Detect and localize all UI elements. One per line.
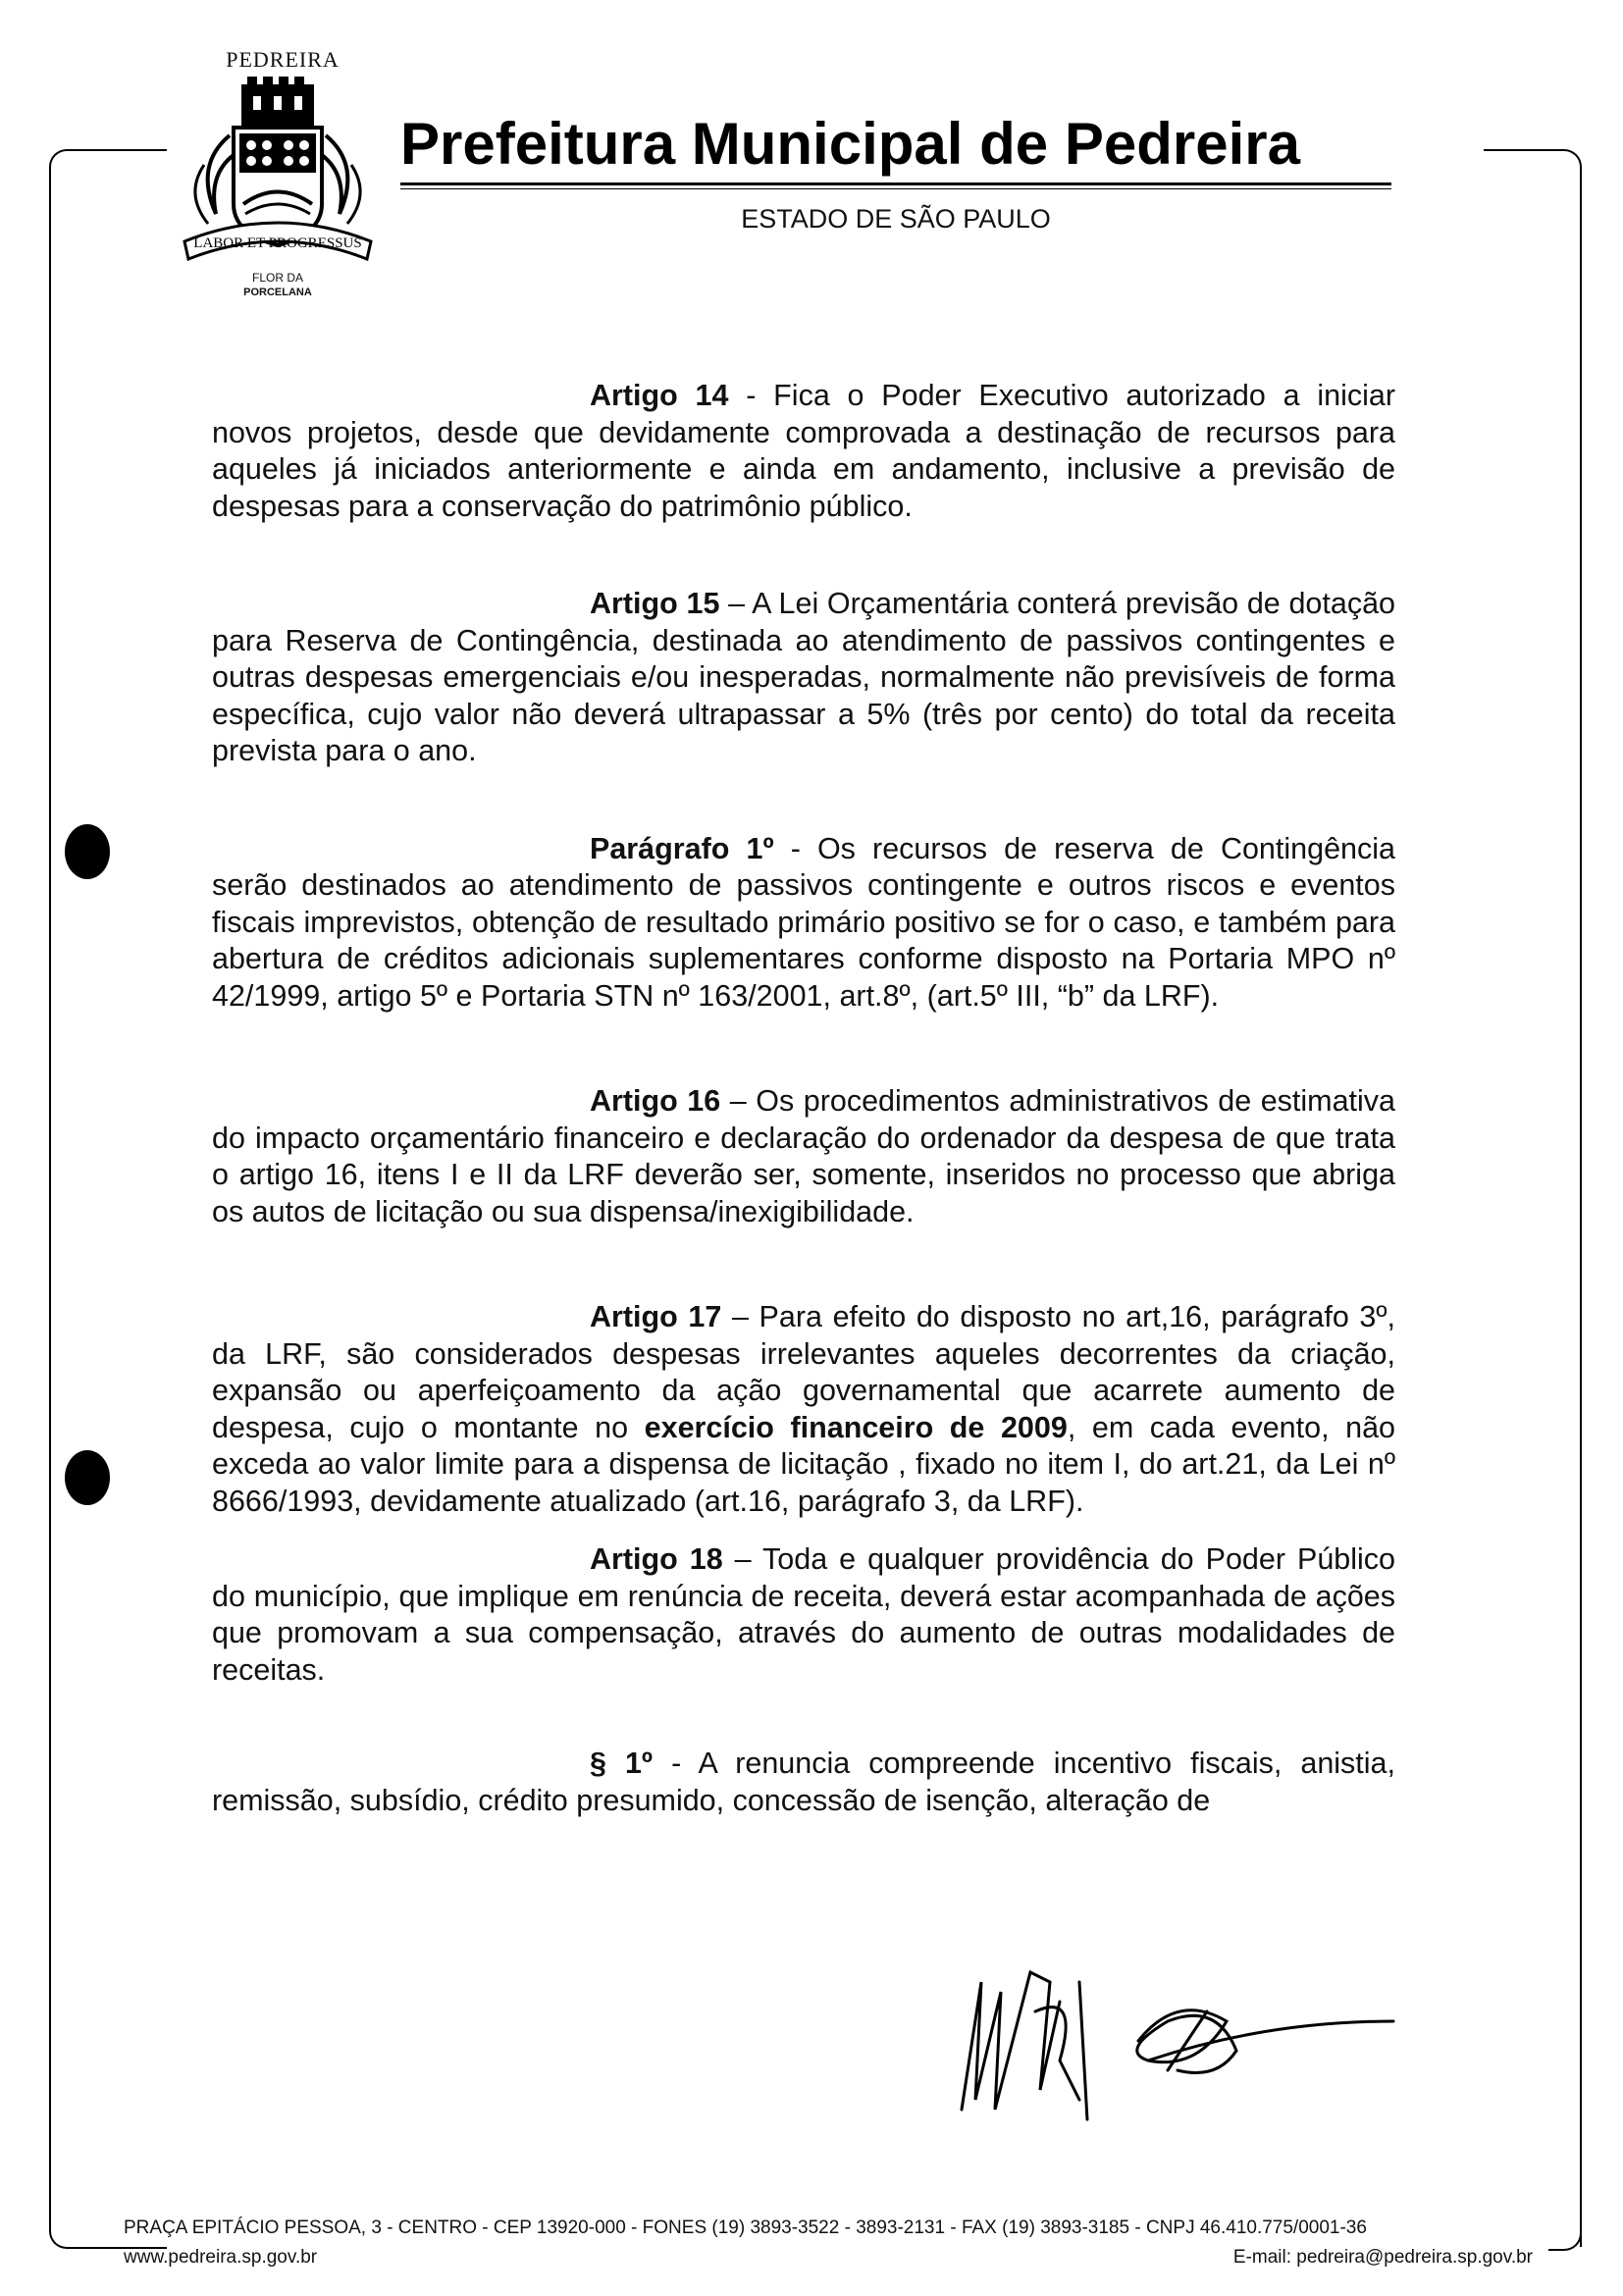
crest-motto: LABOR ET PROGRESSUS: [193, 235, 362, 251]
article-text: – A Lei Orçamentária conterá previsão de dotação para Reserva de Contingência, destinada ao atendimento de passivos contingentes e outras despesas emergenciais e/ou inesperadas, normalmente não previsíveis de forma específica, cujo valor não deverá ultrapassar a 5% (três por cento) do total da receita prevista para o ano.: [212, 587, 1396, 767]
title-underline: [400, 183, 1391, 185]
crest-bottom-line2: PORCELANA: [243, 287, 312, 298]
article-text: – Os procedimentos administrativos de estimativa do impacto orçamentário financeiro e declaração do ordenador da despesa de que trata o artigo 16, itens I e II da LRF deverão ser, somente, inseridos no processo que abriga os autos de licitação ou sua dispensa/inexigibilidade.: [212, 1084, 1395, 1228]
document-body: [212, 378, 1395, 1819]
article-label: Artigo 18: [590, 1542, 723, 1576]
article-text: - Fica o Poder Executivo autorizado a iniciar novos projetos, desde que devidamente comprovada a destinação de recursos para aqueles já iniciados anteriormente e ainda em andamento, inclusive a previsão de despesas para a conservação do patrimônio público.: [212, 379, 1395, 523]
page-frame-left: [49, 149, 167, 2249]
article-text: – Para efeito do disposto no art,16, parágrafo 3º, da LRF, são considerados despesas irrelevantes aqueles decorrentes da criação, expansão ou aperfeiçoamento da ação governamental que acarrete aumento de despesa, cujo o montante no: [212, 1300, 1396, 1444]
handwritten-signatures: [942, 1953, 1413, 2149]
page-frame-right-bottom: [1548, 2227, 1582, 2251]
crest-bottom-line1: FLOR DA: [251, 271, 303, 285]
crest-emblem-icon: [165, 57, 391, 283]
municipal-crest: [165, 47, 391, 302]
article-18: [212, 1541, 1395, 1689]
page-subtitle: ESTADO DE SÃO PAULO: [741, 204, 1051, 234]
paragraph-text: - Os recursos de reserva de Contingência serão destinados ao atendimento de passivos contingente e outros riscos e eventos fiscais imprevistos, obtenção de resultado primário positivo se for o caso, e também para abertura de créditos adicionais suplementares conforme disposto na Portaria MPO nº 42/1999, artigo 5º e Portaria STN nº 163/2001, art.8º, (art.5º III, “b” da LRF).: [212, 831, 1395, 1013]
page-title: Prefeitura Municipal de Pedreira: [400, 111, 1300, 177]
article-label: Artigo 15: [590, 587, 720, 620]
punch-hole: [65, 1450, 110, 1505]
article-label: Artigo 17: [590, 1300, 722, 1333]
page-frame-right-top: [1484, 149, 1582, 188]
article-label: Artigo 16: [590, 1084, 721, 1118]
article-text: – Toda e qualquer providência do Poder Público do município, que implique em renúncia de receita, deverá estar acompanhada de ações que promovam a sua compensação, através do aumento de outras modalidades de receitas.: [212, 1542, 1396, 1687]
title-underline-thin: [400, 188, 1391, 189]
article-15: [212, 586, 1395, 770]
page-frame-right: [1580, 186, 1582, 2247]
punch-hole: [65, 824, 110, 879]
article-14: [212, 378, 1395, 525]
section-label: § 1º: [590, 1747, 654, 1780]
crest-top-text: PEDREIRA: [226, 47, 340, 72]
article-16: [212, 1083, 1395, 1230]
paragraph-1: [212, 831, 1395, 1016]
article-bold-text: exercício financeiro de 2009: [644, 1410, 1068, 1444]
page-footer: [124, 2218, 1533, 2269]
article-17: [212, 1299, 1395, 1520]
paragraph-label: Parágrafo 1º: [590, 831, 774, 865]
article-text: , em cada evento, não exceda ao valor limite para a dispensa de licitação , fixado no item I, do art.21, da Lei nº 8666/1993, devidamente atualizado (art.16, parágrafo 3, da LRF).: [212, 1410, 1395, 1518]
article-label: Artigo 14: [590, 379, 729, 412]
section-text: - A renuncia compreende incentivo fiscais, anistia, remissão, subsídio, crédito presumido, concessão de isenção, alteração de: [212, 1747, 1395, 1817]
footer-website[interactable]: www.pedreira.sp.gov.br: [124, 2247, 318, 2268]
footer-email[interactable]: E-mail: pedreira@pedreira.sp.gov.br: [1232, 2247, 1533, 2268]
section-1: [212, 1746, 1395, 1819]
footer-address: PRAÇA EPITÁCIO PESSOA, 3 - CENTRO - CEP 13920-000 - FONES (19) 3893-3522 - 3893-2131 - FAX (19) 3893-3185 - CNPJ 46.410.775/0001-36: [124, 2218, 1367, 2238]
